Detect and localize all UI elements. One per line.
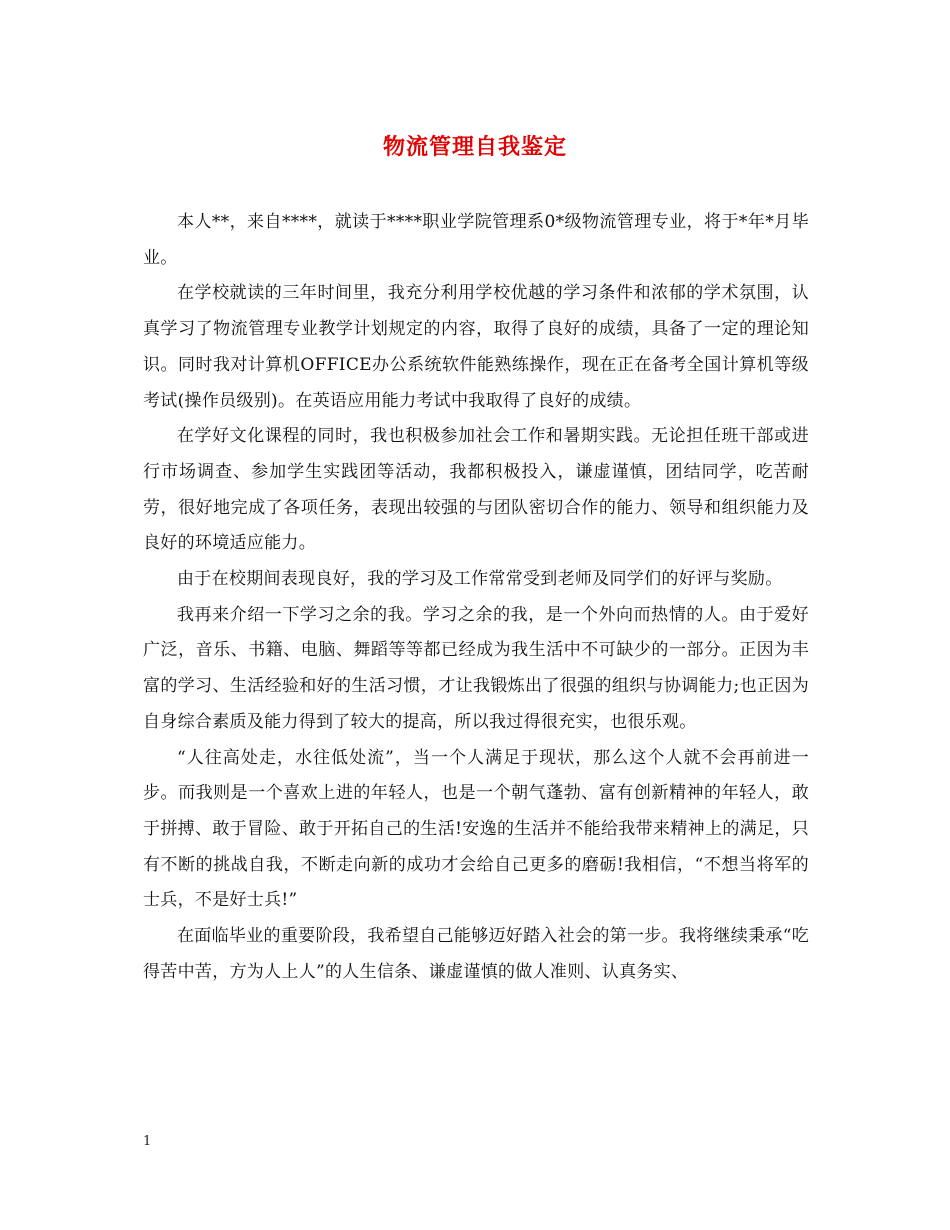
document-title: 物流管理自我鉴定 [382, 134, 567, 160]
document-body [143, 205, 809, 990]
paragraph-study: 在学校就读的三年时间里，我充分利用学校优越的学习条件和浓郁的学术氛围，认真学习了物流管理专业教学计划规定的内容，取得了良好的成绩，具备了一定的理论知识。同时我对计算机OFFICE办公系统软件能熟练操作，现在正在备考全国计算机等级考试(操作员级别)。在英语应用能力考试中我取得了良好的成绩。 [143, 283, 809, 411]
paragraph-intro: 本人**，来自****，就读于****职业学院管理系0*级物流管理专业，将于*年*月毕业。 [143, 212, 809, 268]
paragraph-practice: 在学好文化课程的同时，我也积极参加社会工作和暑期实践。无论担任班干部或进行市场调查、参加学生实践团等活动，我都积极投入，谦虚谨慎，团结同学，吃苦耐劳，很好地完成了各项任务，表现出较强的与团队密切合作的能力、领导和组织能力及良好的环境适应能力。 [143, 426, 809, 554]
page-number: 1 [143, 1134, 152, 1149]
paragraph-performance: 由于在校期间表现良好，我的学习及工作常常受到老师及同学们的好评与奖励。 [177, 569, 783, 590]
paragraph-graduation: 在面临毕业的重要阶段，我希望自己能够迈好踏入社会的第一步。我将继续秉承“吃得苦中苦，方为人上人”的人生信条、谦虚谨慎的做人准则、认真务实、 [143, 926, 809, 982]
paragraph-hobbies: 我再来介绍一下学习之余的我。学习之余的我，是一个外向而热情的人。由于爱好广泛，音乐、书籍、电脑、舞蹈等等都已经成为我生活中不可缺少的一部分。正因为丰富的学习、生活经验和好的生活习惯，才让我锻炼出了很强的组织与协调能力;也正因为自身综合素质及能力得到了较大的提高，所以我过得很充实，也很乐观。 [143, 604, 809, 732]
paragraph-ambition: “人往高处走，水往低处流”，当一个人满足于现状，那么这个人就不会再前进一步。而我则是一个喜欢上进的年轻人，也是一个朝气蓬勃、富有创新精神的年轻人，敢于拼搏、敢于冒险、敢于开拓自己的生活!安逸的生活并不能给我带来精神上的满足，只有不断的挑战自我，不断走向新的成功才会给自己更多的磨砺!我相信，“不想当将军的士兵，不是好士兵!” [143, 747, 809, 911]
